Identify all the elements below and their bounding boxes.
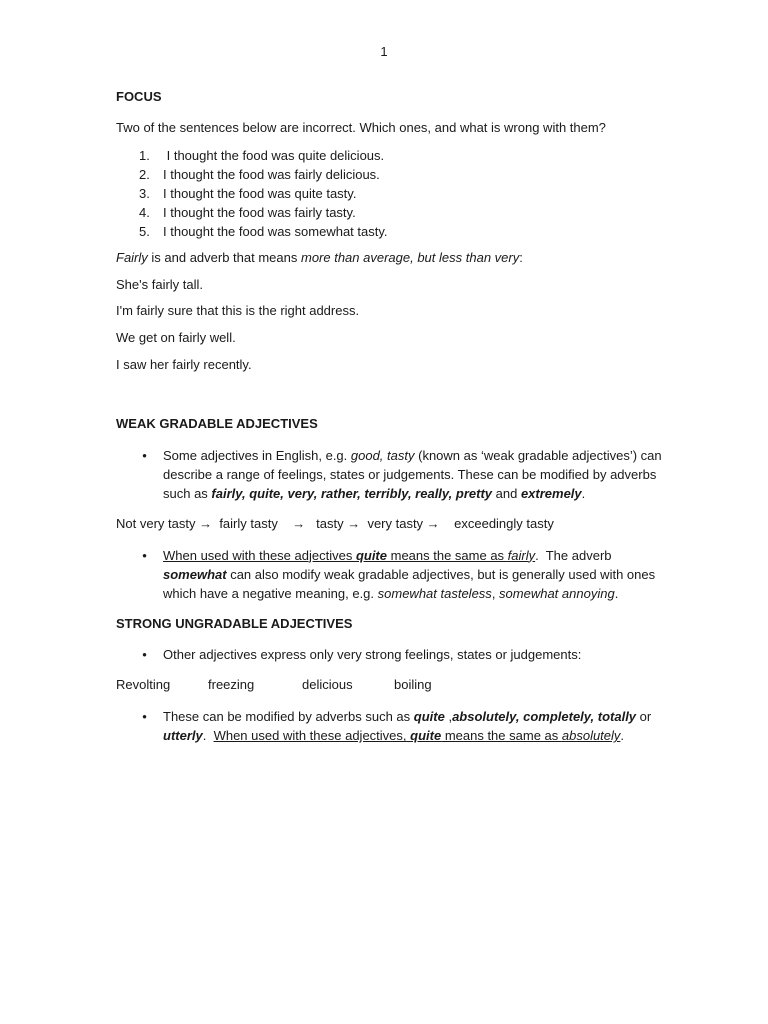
- list-item: • When used with these adjectives quite means the same as fairly. The adverb somewhat can also modify weak gradable adjectives, but is generally used with ones which have a negative meaning, e.g. somewhat tasteless, somewhat annoying.: [116, 546, 676, 603]
- focus-intro: Two of the sentences below are incorrect. Which ones, and what is wrong with them?: [116, 119, 606, 135]
- list-item: 2. I thought the food was fairly delicious.: [139, 166, 380, 182]
- list-item: 5. I thought the food was somewhat tasty.: [139, 223, 388, 239]
- strong-adjective-words: Revolting freezing delicious boiling: [116, 677, 432, 693]
- arrow-icon: →: [195, 515, 220, 531]
- bullet-icon: •: [142, 709, 147, 725]
- list-item: 1. I thought the food was quite delicious.: [139, 147, 385, 163]
- bullet-icon: •: [142, 647, 147, 663]
- strong-heading: STRONG UNGRADABLE ADJECTIVES: [116, 615, 353, 631]
- page-content: [116, 88, 676, 745]
- arrow-icon: →: [343, 515, 368, 531]
- list-item: • These can be modified by adverbs such as quite ,absolutely, completely, totally or utterly. When used with these adjectives, quite means the same as absolutely.: [116, 707, 676, 745]
- bullet-icon: •: [142, 547, 147, 563]
- arrow-icon: →: [277, 515, 317, 531]
- example-sentence: She's fairly tall.: [116, 276, 204, 292]
- arrow-icon: →: [423, 515, 455, 531]
- example-sentence: I saw her fairly recently.: [116, 357, 252, 373]
- list-item: • Other adjectives express only very strong feelings, states or judgements:: [116, 645, 676, 664]
- list-item: • Some adjectives in English, e.g. good, tasty (known as ‘weak gradable adjectives’) can describe a range of feelings, states or judgements. These can be modified by adverbs such as fairly, quite, very, rather, terribly, really, pretty and extremely.: [116, 446, 676, 503]
- tasty-scale: Not very tasty → fairly tasty → tasty → very tasty → exceedingly tasty: [116, 515, 676, 534]
- list-item: 3. I thought the food was quite tasty.: [139, 185, 357, 201]
- example-sentence: I'm fairly sure that this is the right address.: [116, 303, 360, 319]
- page-number: 1: [380, 44, 388, 59]
- list-item: 4. I thought the food was fairly tasty.: [139, 204, 356, 220]
- weak-heading: WEAK GRADABLE ADJECTIVES: [116, 415, 318, 431]
- focus-heading: FOCUS: [116, 89, 162, 104]
- sentence-list: [116, 146, 676, 241]
- fairly-definition: Fairly is and adverb that means more than average, but less than very:: [116, 249, 523, 265]
- bullet-icon: •: [142, 447, 147, 463]
- example-sentence: We get on fairly well.: [116, 330, 236, 346]
